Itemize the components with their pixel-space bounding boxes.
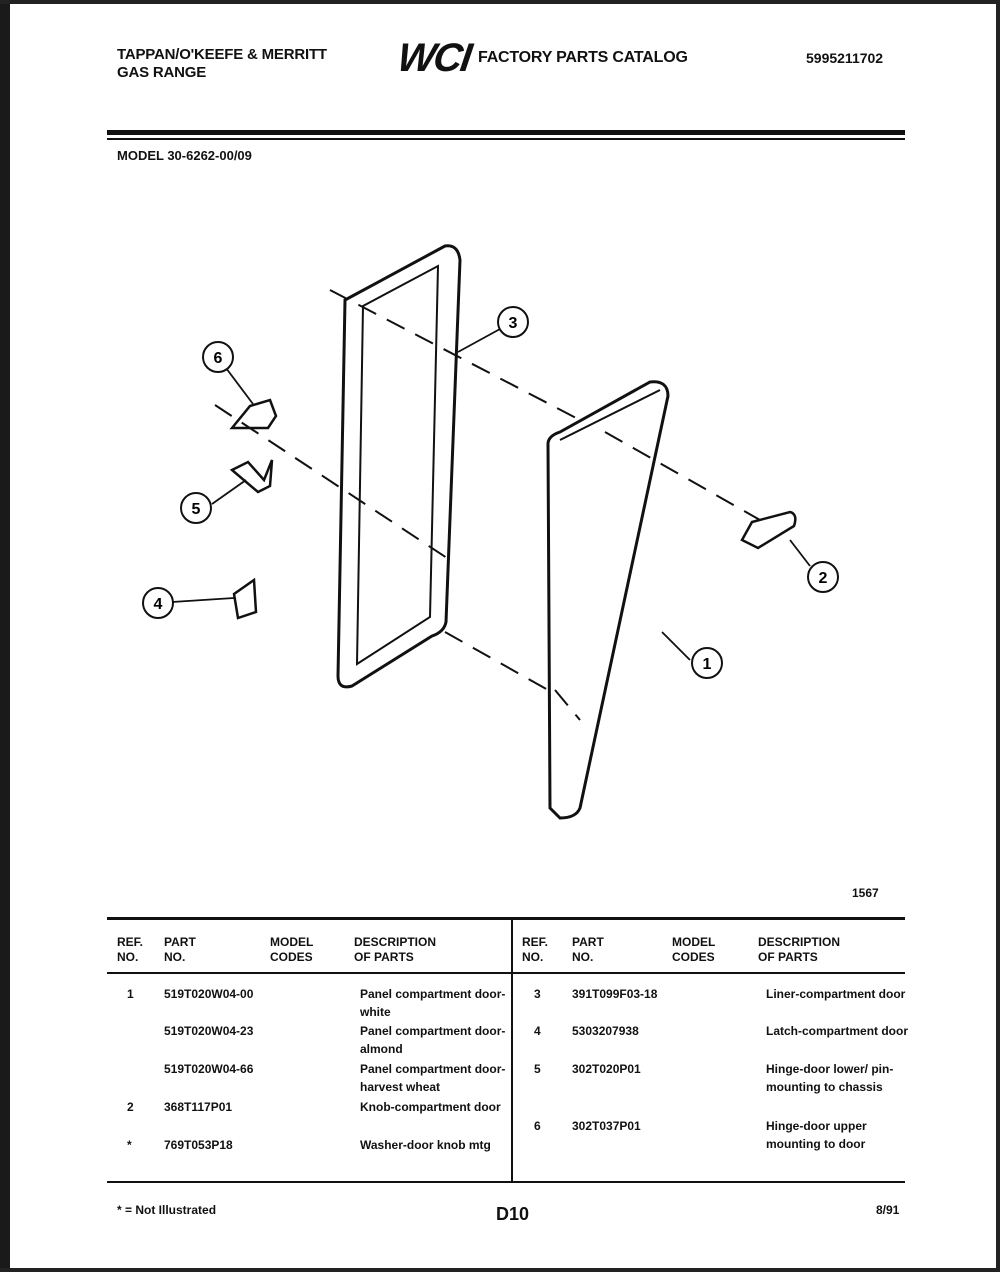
hinge-lower-drawing: [232, 460, 272, 492]
part-no: 391T099F03-18: [572, 987, 658, 1001]
svg-text:1: 1: [702, 656, 712, 673]
latch-drawing: [234, 580, 256, 618]
callout-6: [203, 342, 233, 372]
header-part-line1: PART: [164, 935, 196, 949]
catalog-title: FACTORY PARTS CATALOG: [478, 49, 688, 66]
page-number: D10: [496, 1204, 530, 1224]
part-description: Panel compartment door-harvest wheat: [360, 1062, 506, 1094]
hinge-upper-drawing: [232, 400, 276, 428]
callout-1: [692, 648, 722, 678]
header-ref-no-left: [117, 935, 143, 965]
callout-3: [498, 307, 528, 337]
svg-text:5: 5: [191, 501, 201, 518]
ref-no: 3: [534, 987, 541, 1001]
header-part-line1: PART: [572, 935, 604, 949]
part-description: Washer-door knob mtg: [360, 1138, 491, 1152]
svg-text:3: 3: [508, 315, 518, 332]
callout-5: [181, 493, 211, 523]
header-model-codes-right: [672, 935, 715, 965]
part-no: 519T020W04-23: [164, 1024, 254, 1038]
header-model-line2: CODES: [672, 950, 715, 964]
header-model-line2: CODES: [270, 950, 313, 964]
part-no: 519T020W04-00: [164, 987, 254, 1001]
header-ref-line2: NO.: [117, 950, 139, 964]
part-no: 5303207938: [572, 1024, 639, 1038]
table-top-rule: [107, 917, 905, 920]
brand-line-2: GAS RANGE: [117, 64, 207, 81]
part-description: Hinge-door lower/ pin-mounting to chassis: [766, 1062, 894, 1094]
not-illustrated-note: * = Not Illustrated: [117, 1203, 217, 1217]
part-no: 368T117P01: [164, 1100, 233, 1114]
ref-no: 6: [534, 1119, 541, 1133]
svg-text:6: 6: [213, 350, 223, 367]
part-no: 302T020P01: [572, 1062, 641, 1076]
figure-number: 1567: [852, 886, 879, 900]
callout-4: [143, 588, 173, 618]
part-description: Hinge-door upper mounting to door: [766, 1119, 867, 1151]
callout-2: [808, 562, 838, 592]
header-model-line1: MODEL: [672, 935, 716, 949]
header-description-left: [354, 935, 436, 965]
ref-no: 1: [127, 987, 134, 1001]
brand-line-1: TAPPAN/O'KEEFE & MERRITT: [117, 46, 327, 63]
header-description-right: [758, 935, 840, 965]
ref-no: *: [127, 1138, 132, 1152]
table-bottom-rule: [107, 1181, 905, 1183]
knob-drawing: [742, 512, 795, 548]
part-no: 769T053P18: [164, 1138, 233, 1152]
header-ref-line1: REF.: [522, 935, 549, 949]
header-part-no-right: [572, 935, 604, 965]
part-no: 519T020W04-66: [164, 1062, 254, 1076]
header-desc-line1: DESCRIPTION: [758, 935, 841, 949]
svg-text:4: 4: [153, 596, 163, 613]
header-part-line2: NO.: [164, 950, 186, 964]
wci-logo: WCI: [394, 36, 473, 80]
header-model-codes-left: [270, 935, 313, 965]
header-desc-line2: OF PARTS: [758, 950, 818, 964]
panel-compartment-door-drawing: [548, 382, 668, 818]
scan-border-bottom: [0, 1268, 1000, 1272]
catalog-number: 5995211702: [806, 50, 884, 66]
part-description: Panel compartment door-white: [360, 987, 506, 1019]
header-model-line1: MODEL: [270, 935, 314, 949]
table-column-divider: [511, 920, 513, 1181]
header-ref-no-right: [522, 935, 548, 965]
callouts: [143, 307, 838, 678]
model-number: MODEL 30-6262-00/09: [117, 148, 252, 163]
header-desc-line2: OF PARTS: [354, 950, 414, 964]
part-description: Panel compartment door-almond: [360, 1024, 506, 1056]
liner-compartment-door-drawing: [338, 246, 460, 687]
catalog-date: 8/91: [876, 1203, 900, 1217]
header-part-line2: NO.: [572, 950, 594, 964]
part-no: 302T037P01: [572, 1119, 641, 1133]
table-header-rule: [107, 972, 905, 974]
svg-text:2: 2: [818, 570, 828, 587]
header-part-no-left: [164, 935, 196, 965]
ref-no: 5: [534, 1062, 541, 1076]
ref-no: 2: [127, 1100, 134, 1114]
header-desc-line1: DESCRIPTION: [354, 935, 437, 949]
ref-no: 4: [534, 1024, 541, 1038]
header-ref-line1: REF.: [117, 935, 144, 949]
header-ref-line2: NO.: [522, 950, 544, 964]
part-description: Liner-compartment door: [766, 987, 906, 1001]
part-description: Knob-compartment door: [360, 1100, 501, 1114]
part-description: Latch-compartment door: [766, 1024, 909, 1038]
